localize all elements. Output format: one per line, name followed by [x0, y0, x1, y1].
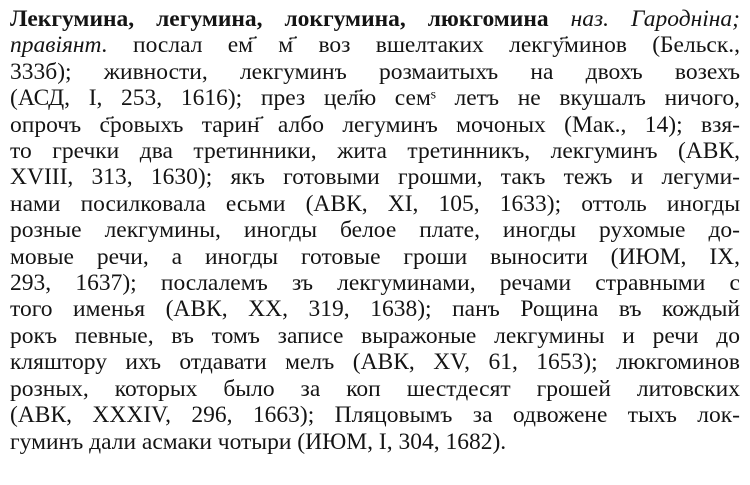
- entry-line: розных, которых было за коп шестдесят грошей литовских: [10, 375, 740, 402]
- entry-line-last: гуминъ дали асмаки чотыри (ИЮМ, I, 304, 1682).: [10, 428, 507, 455]
- entry-line: нами посилковала есьми (АВК, XI, 105, 1633); оттоль иногды: [10, 190, 740, 217]
- entry-line: то гречки два третинники, жита третинникъ, лекгуминъ (АВК,: [10, 138, 740, 165]
- entry-line: мовые речи, а иногды готовые гроши выносити (ИЮМ, IX,: [10, 243, 740, 270]
- entry-line: 333б); живности, лекгуминъ розмаитыхъ на двохъ возехъ: [10, 58, 740, 85]
- entry-text: послал ем҃ м҃ воз вшелтаких лекгу҃минов (Бельск.,: [133, 32, 741, 59]
- entry-headword: Лекгумина, легумина, локгумина, люкгомина: [10, 6, 549, 32]
- entry-line: (АВК, XXXIV, 296, 1663); Пляцовымъ за одвожене тыхъ лок-: [10, 402, 740, 429]
- entry-line-2: [10, 32, 740, 58]
- entry-line-1: [10, 6, 740, 32]
- dictionary-entry: [10, 6, 740, 455]
- entry-gloss-cont: правiянт.: [10, 32, 108, 59]
- entry-line: рокъ певные, въ томъ записе выражоные лекгумины и речи до: [10, 322, 740, 349]
- entry-line: розные лекгумины, иногды белое плате, иногды рухомые до-: [10, 217, 740, 244]
- entry-line: кляштору ихъ отдавати мелъ (АВК, XV, 61, 1653); люкгоминов: [10, 349, 740, 376]
- entry-gloss: наз. Гароднiна;: [570, 6, 741, 32]
- entry-line: того именья (АВК, ХХ, 319, 1638); панъ Рощина въ кождый: [10, 296, 740, 323]
- entry-line: XVIII, 313, 1630); якъ готовыми грошми, такъ тежъ и легуми-: [10, 164, 740, 191]
- entry-line: (АСД, I, 253, 1616); през цел҃ю семˢ летъ не вкушалъ ничого,: [10, 85, 740, 112]
- entry-line: опрочъ с҃ровыхъ тарин҃ албо легуминъ мочоных (Мак., 14); взя-: [10, 111, 740, 138]
- entry-line: 293, 1637); послалемъ зъ лекгуминами, речами стравными с: [10, 270, 740, 297]
